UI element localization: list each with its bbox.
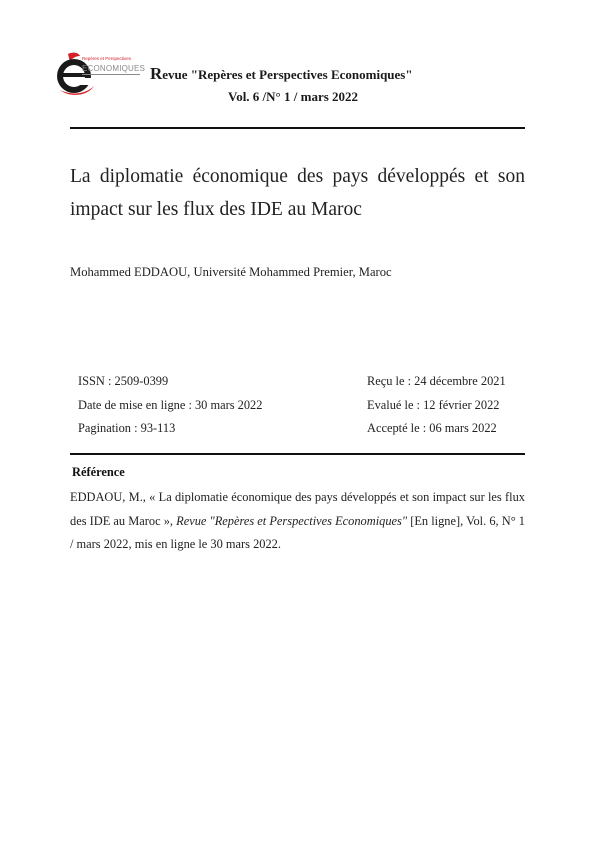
evaluated-date: Evalué le : 12 février 2022 [367,397,500,412]
article-title: La diplomatie économique des pays développés et son impact sur les flux des IDE au Maroc [70,166,525,220]
journal-name [150,64,413,84]
top-divider [70,127,525,129]
journal-name-rest: evue "Repères et Perspectives Economiques" [162,67,413,82]
accepted-date: Accepté le : 06 mars 2022 [367,421,497,435]
meta-right-column [367,370,506,441]
citation-text-before: EDDAOU, M., « La diplomatie économique des pays développés et son impact sur les flux des IDE au Maroc », [70,490,525,528]
citation-journal-italic: Revue "Repères et Perspectives Economiques" [176,513,408,528]
received-date: Reçu le : 24 décembre 2021 [367,374,506,388]
logo-top-text: Repères et Perspectives [82,56,132,61]
logo-underline [82,74,140,75]
pagination: Pagination : 93-113 [78,421,176,435]
reference-divider [70,453,525,455]
reference-heading: Référence [72,465,125,479]
journal-initial: R [150,64,163,83]
online-date: Date de mise en ligne : 30 mars 2022 [78,397,263,412]
meta-left-column [78,370,262,441]
volume-line: Vol. 6 /N° 1 / mars 2022 [228,89,359,104]
logo-bottom-text: ECONOMIQUES [82,64,146,73]
author-line: Mohammed EDDAOU, Université Mohammed Premier, Maroc [70,265,392,279]
reference-citation [70,486,525,557]
issn: ISSN : 2509-0399 [78,374,169,388]
citation-text-after: [En ligne], Vol. 6, N° 1 / mars 2022, mis en ligne le 30 mars 2022. [70,513,525,551]
journal-logo [54,50,144,98]
